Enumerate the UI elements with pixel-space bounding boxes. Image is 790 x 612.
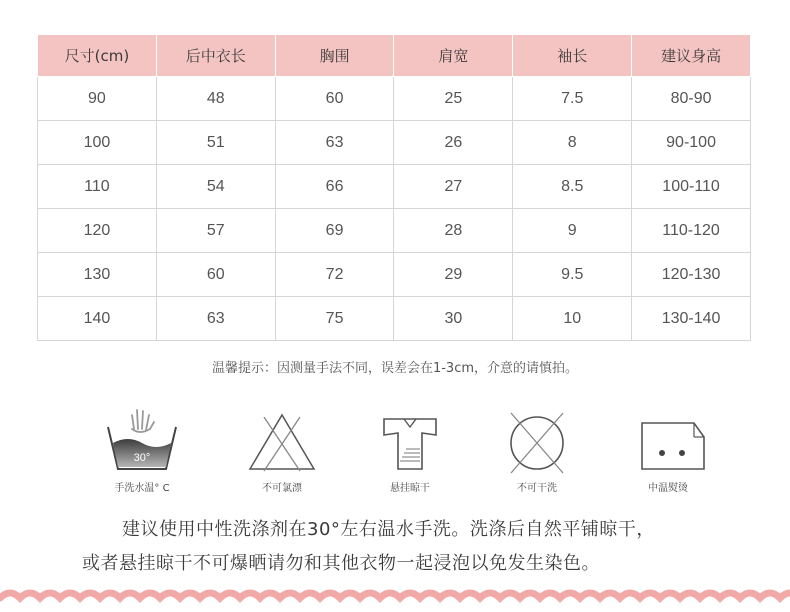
no-dry-clean-icon xyxy=(497,405,577,475)
table-row xyxy=(38,165,751,209)
table-cell: 110 xyxy=(38,165,157,209)
table-cell: 80-90 xyxy=(632,77,751,121)
table-cell: 9.5 xyxy=(513,253,632,297)
table-row xyxy=(38,77,751,121)
table-cell: 28 xyxy=(394,209,513,253)
hang-dry-icon xyxy=(370,405,450,475)
table-cell: 25 xyxy=(394,77,513,121)
header-shoulder: 肩宽 xyxy=(394,35,513,77)
table-row xyxy=(38,297,751,341)
table-cell: 60 xyxy=(275,77,394,121)
table-cell: 30 xyxy=(394,297,513,341)
care-item-no-dry-clean xyxy=(487,405,587,494)
table-cell: 130 xyxy=(38,253,157,297)
table-row xyxy=(38,253,751,297)
measurement-tip: 温馨提示：因测量手法不同，误差会在1-3cm，介意的请慎拍。 xyxy=(211,361,579,376)
table-cell: 29 xyxy=(394,253,513,297)
care-label-hang-dry: 悬挂晾干 xyxy=(390,483,430,494)
care-label-no-bleach: 不可氯漂 xyxy=(262,483,302,494)
table-row xyxy=(38,209,751,253)
table-cell: 100-110 xyxy=(632,165,751,209)
table-cell: 72 xyxy=(275,253,394,297)
table-row xyxy=(38,121,751,165)
care-item-hang-dry xyxy=(360,405,460,494)
table-cell: 57 xyxy=(156,209,275,253)
table-cell: 90 xyxy=(38,77,157,121)
table-cell: 60 xyxy=(156,253,275,297)
header-sleeve: 袖长 xyxy=(513,35,632,77)
care-item-no-bleach xyxy=(232,405,332,494)
hand-wash-icon xyxy=(102,405,182,475)
no-bleach-icon xyxy=(242,405,322,475)
header-chest: 胸围 xyxy=(275,35,394,77)
care-instructions xyxy=(0,405,790,495)
table-cell: 26 xyxy=(394,121,513,165)
table-cell: 8.5 xyxy=(513,165,632,209)
care-note-line-2: 或者悬挂晾干不可爆晒请勿和其他衣物一起浸泡以免发生染色。 xyxy=(82,553,600,574)
care-item-medium-iron xyxy=(618,405,718,494)
care-item-hand-wash xyxy=(92,405,192,494)
size-table xyxy=(37,34,751,341)
medium-iron-icon xyxy=(628,405,708,475)
table-cell: 63 xyxy=(156,297,275,341)
care-label-no-dry-clean: 不可干洗 xyxy=(517,483,557,494)
care-label-hand-wash: 手洗水温° C xyxy=(114,483,170,494)
table-cell: 10 xyxy=(513,297,632,341)
wash-temp-text: 30° xyxy=(133,452,151,464)
header-size: 尺寸(cm) xyxy=(38,35,157,77)
care-note-line-1: 建议使用中性洗涤剂在30°左右温水手洗。洗涤后自然平铺晾干， xyxy=(122,519,655,540)
table-cell: 140 xyxy=(38,297,157,341)
table-cell: 48 xyxy=(156,77,275,121)
table-cell: 90-100 xyxy=(632,121,751,165)
table-cell: 7.5 xyxy=(513,77,632,121)
table-cell: 120-130 xyxy=(632,253,751,297)
table-cell: 75 xyxy=(275,297,394,341)
table-cell: 130-140 xyxy=(632,297,751,341)
header-back-length: 后中衣长 xyxy=(156,35,275,77)
table-header-row xyxy=(38,35,751,77)
care-label-medium-iron: 中温熨烫 xyxy=(648,483,688,494)
table-cell: 66 xyxy=(275,165,394,209)
table-cell: 27 xyxy=(394,165,513,209)
table-cell: 69 xyxy=(275,209,394,253)
table-cell: 54 xyxy=(156,165,275,209)
table-cell: 8 xyxy=(513,121,632,165)
table-cell: 63 xyxy=(275,121,394,165)
table-cell: 120 xyxy=(38,209,157,253)
table-cell: 9 xyxy=(513,209,632,253)
wave-border xyxy=(0,588,790,612)
table-cell: 51 xyxy=(156,121,275,165)
table-cell: 100 xyxy=(38,121,157,165)
header-height: 建议身高 xyxy=(632,35,751,77)
table-cell: 110-120 xyxy=(632,209,751,253)
